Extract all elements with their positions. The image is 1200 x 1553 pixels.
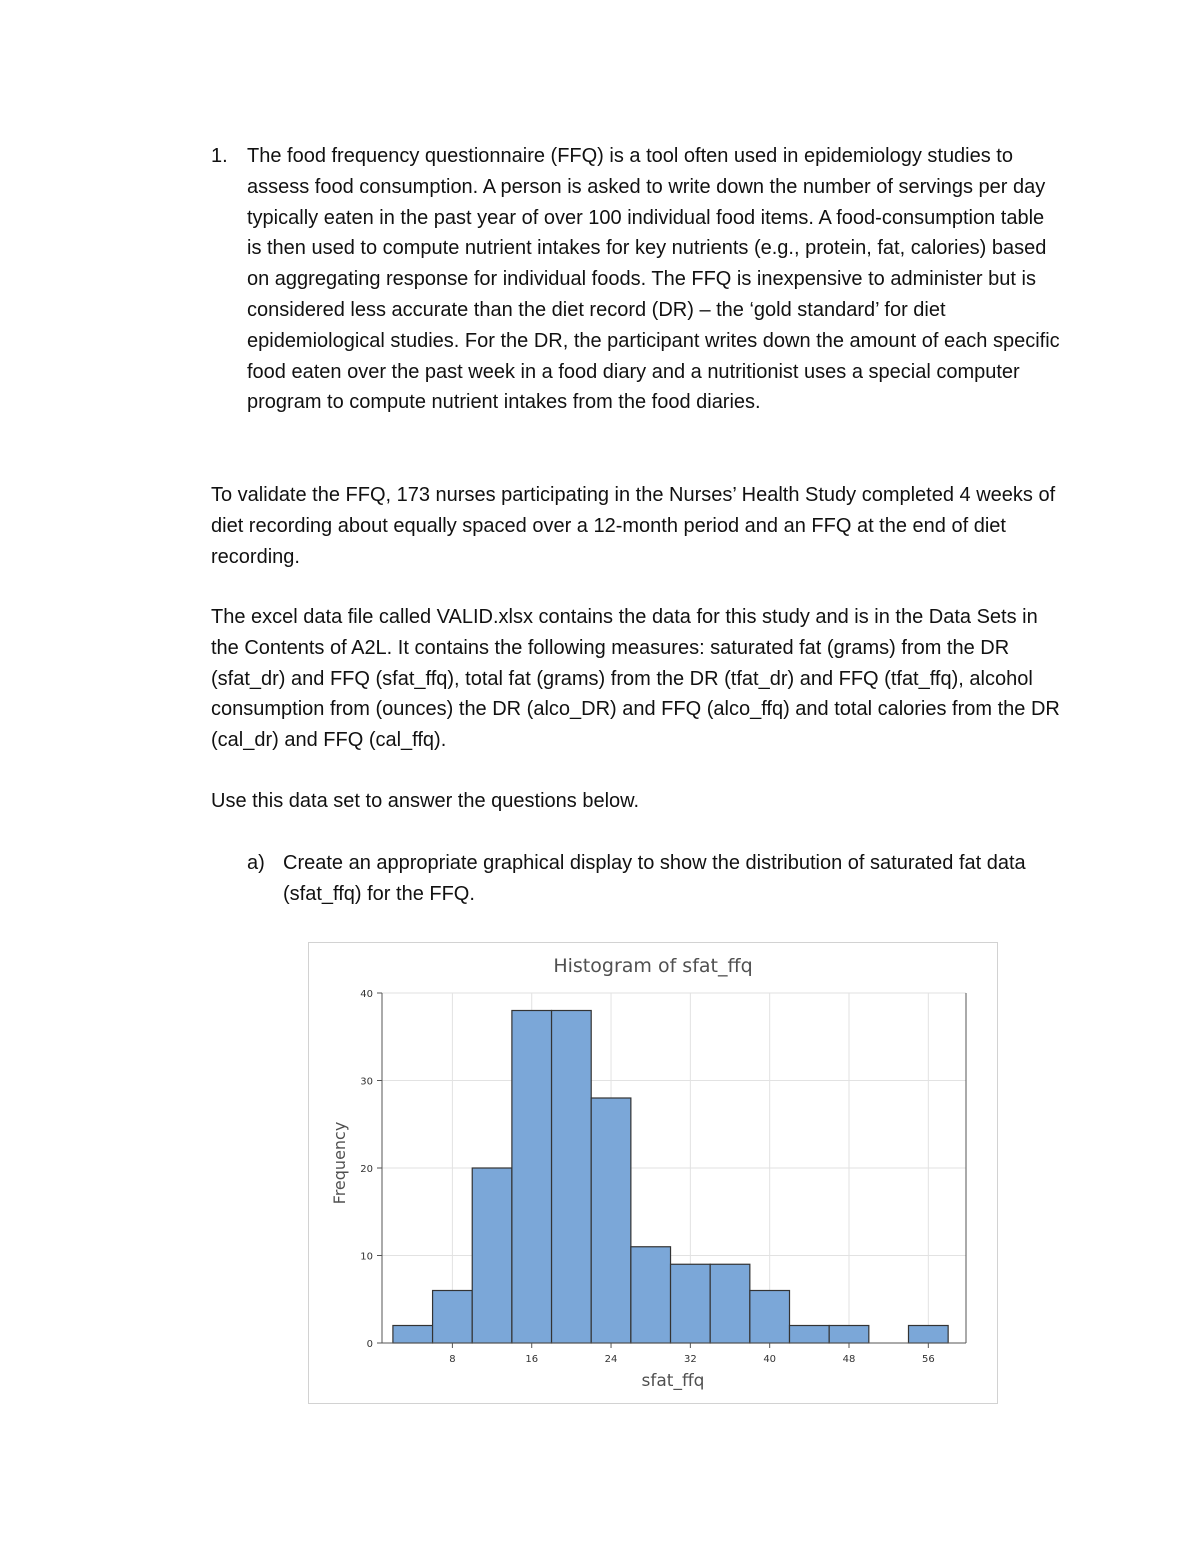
histogram-bar <box>790 1326 830 1344</box>
y-axis-label: Frequency <box>330 1121 349 1205</box>
histogram-bar <box>710 1264 750 1343</box>
histogram-bar <box>591 1098 631 1343</box>
x-tick-label: 48 <box>842 1354 856 1365</box>
instruction-paragraph: Use this data set to answer the questions below. <box>211 790 640 812</box>
chart-title: Histogram of sfat_ffq <box>553 955 753 977</box>
y-tick-label: 10 <box>360 1251 373 1263</box>
part-a-label: a) <box>247 852 265 874</box>
data-file-paragraph: The excel data file called VALID.xlsx contains the data for this study and is in the Data Sets in the Contents of A2L. It contains the following measures: saturated fat (grams) from the DR (sfat_dr) and FFQ (sfat_ffq), total fat (grams) from the DR (tfat_dr) and FFQ (tfat_ffq), alcohol consumption from (ounces) the DR (alco_DR) and FFQ (alco_ffq) and total calories from the DR (cal_dr) and FFQ (cal_ffq). <box>211 606 1060 752</box>
validation-paragraph: To validate the FFQ, 173 nurses participating in the Nurses’ Health Study completed 4 weeks of diet recording about equally spaced over a 12-month period and an FFQ at the end of diet recording. <box>211 484 1056 568</box>
y-tick-label: 0 <box>366 1339 373 1350</box>
histogram-svg <box>309 943 997 1403</box>
histogram-bar <box>393 1326 433 1344</box>
x-tick-label: 32 <box>683 1354 697 1365</box>
y-tick-label: 30 <box>360 1076 373 1088</box>
y-tick-label: 20 <box>360 1164 373 1175</box>
x-tick-label: 56 <box>921 1354 935 1365</box>
question-1-text: The food frequency questionnaire (FFQ) is a tool often used in epidemiology studies to assess food consumption. A person is asked to write down the number of servings per day typically eaten in the past year of over 100 individual food items. A food-consumption table is then used to compute nutrient intakes for key nutrients (e.g., protein, fat, calories) based on aggregating response for individual foods. The FFQ is inexpensive to administer but is considered less accurate than the diet record (DR) – the ‘gold standard’ for diet epidemiological studies. For the DR, the participant writes down the amount of each specific food eaten over the past week in a food diary and a nutritionist uses a special computer program to compute nutrient intakes from the food diaries. <box>247 145 1060 414</box>
x-tick-label: 24 <box>604 1354 618 1365</box>
histogram-bar <box>631 1247 671 1343</box>
histogram-bar <box>552 1011 592 1344</box>
x-tick-label: 8 <box>449 1354 456 1365</box>
histogram-bar <box>829 1326 869 1344</box>
histogram-chart <box>308 942 998 1404</box>
histogram-bar <box>908 1326 948 1344</box>
question-number: 1. <box>211 145 228 167</box>
histogram-bar <box>671 1264 711 1343</box>
part-a-text: Create an appropriate graphical display to show the distribution of saturated fat data (sfat_ffq) for the FFQ. <box>283 852 1026 905</box>
x-tick-label: 40 <box>763 1354 777 1365</box>
x-axis-label: sfat_ffq <box>641 1371 705 1391</box>
question-1 <box>211 141 1061 418</box>
x-tick-label: 16 <box>525 1354 539 1365</box>
histogram-bar <box>433 1291 473 1344</box>
histogram-bar <box>472 1168 512 1343</box>
part-a <box>247 848 1057 910</box>
histogram-bars <box>393 1011 948 1344</box>
histogram-bar <box>512 1011 552 1344</box>
histogram-bar <box>750 1291 790 1344</box>
y-tick-label: 40 <box>360 989 373 1000</box>
